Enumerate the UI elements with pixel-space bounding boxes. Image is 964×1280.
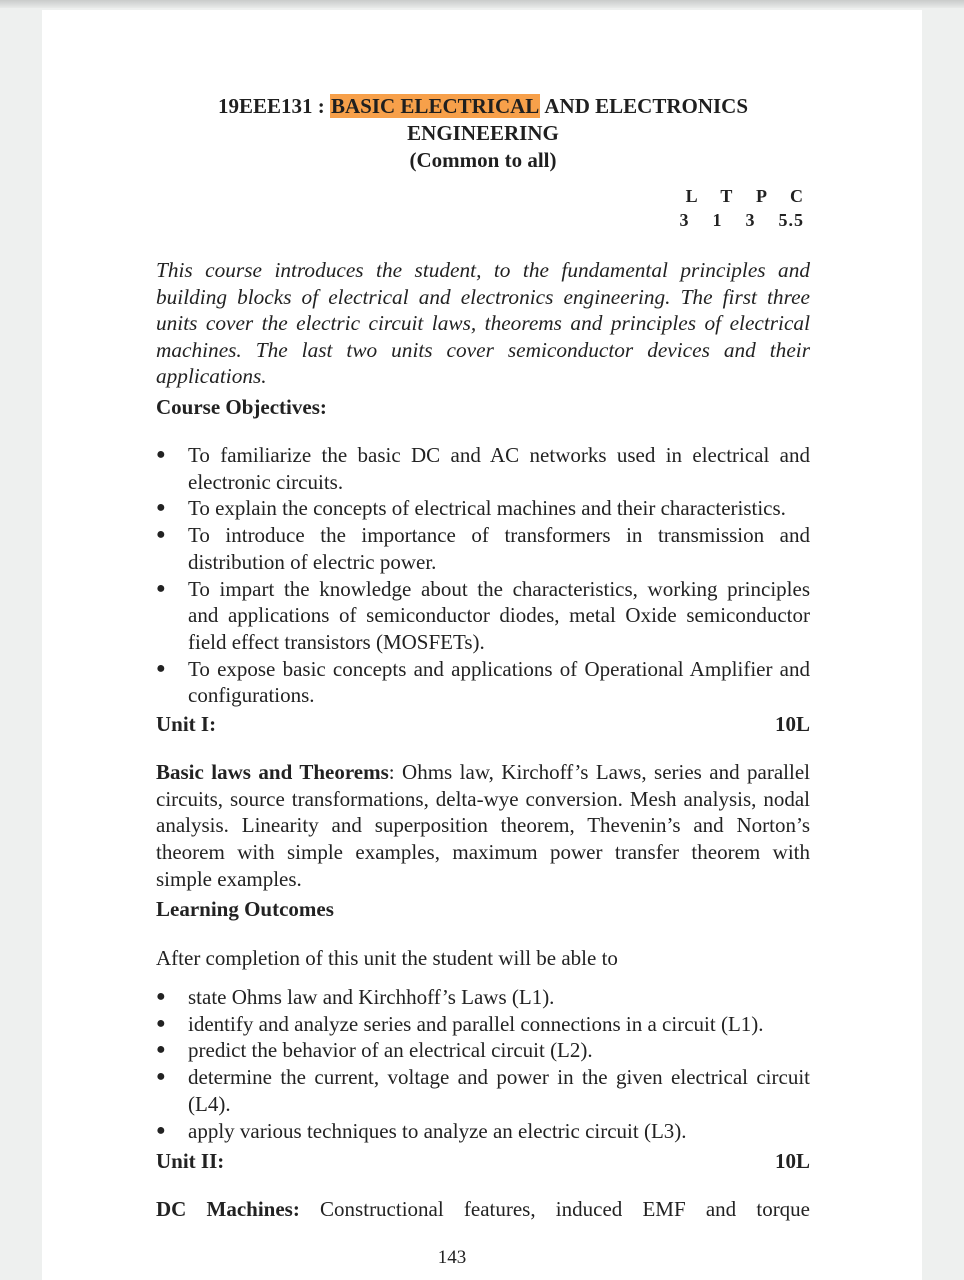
outcomes-heading: Learning Outcomes — [156, 897, 334, 921]
bullet-icon: ● — [156, 579, 166, 597]
bullet-icon: ● — [156, 499, 166, 517]
unit-1-hours: 10L — [774, 712, 810, 736]
unit-1-label: Unit I: — [156, 712, 217, 736]
unit-1-topic: Basic laws and Theorems — [156, 760, 389, 784]
course-subtitle: (Common to all) — [409, 148, 557, 172]
objectives-heading: Course Objectives: — [156, 395, 327, 419]
unit-2-body: Constructional features, induced EMF and torque — [299, 1197, 811, 1221]
list-item: ● To impart the knowledge about the characteristics, working principles and applications of semiconductor diodes, metal Oxide semiconductor field effect transistors (MOSFETs). — [156, 576, 810, 654]
unit-2-hours: 10L — [774, 1149, 810, 1173]
ltpc-header: L T P C — [685, 186, 804, 206]
unit-2-content — [156, 1196, 810, 1223]
bullet-icon: ● — [156, 1041, 166, 1059]
unit-1-content — [156, 759, 810, 893]
course-title — [156, 94, 810, 119]
unit-1-body: : Ohms law, Kirchoff’s Laws, series and parallel circuits, source transformations, delta-wye conversion. Mesh analysis, nodal analysis. Linearity and superposition theorem, Thevenin’s and Norton’s theorem with simple examples, maximum power transfer theorem with simple examples. — [156, 760, 811, 891]
course-title-line2: ENGINEERING — [407, 121, 559, 145]
page-number: 143 — [437, 1247, 467, 1268]
list-item: ● state Ohms law and Kirchhoff’s Laws (L1). — [156, 985, 555, 1009]
outcomes-lead: After completion of this unit the student will be able to — [156, 946, 618, 970]
list-item: ● identify and analyze series and parallel connections in a circuit (L1). — [156, 1011, 764, 1036]
unit-2-label: Unit II: — [156, 1149, 225, 1173]
bullet-icon: ● — [156, 1068, 166, 1086]
unit-2-header — [156, 1149, 810, 1174]
list-item: ● To familiarize the basic DC and AC networks used in electrical and electronic circuits. — [156, 443, 810, 494]
course-intro: This course introduces the student, to the fundamental principles and building blocks of electrical and electronics engineering. The first three units cover the electric circuit laws, theorems and principles of electrical machines. The last two units cover semiconductor devices and their applications. — [156, 258, 810, 389]
document-page — [42, 10, 922, 1280]
bullet-icon: ● — [156, 526, 166, 544]
bullet-icon: ● — [156, 1014, 166, 1032]
list-item: ● apply various techniques to analyze an electric circuit (L3). — [156, 1118, 687, 1143]
bullet-icon: ● — [156, 446, 166, 463]
unit-1-header — [156, 712, 810, 737]
outcomes-list — [156, 984, 810, 1144]
highlighted-text[interactable]: BASIC ELECTRICAL — [330, 94, 540, 118]
course-title-rest: AND ELECTRONICS — [540, 94, 749, 118]
list-item: ● To expose basic concepts and applications of Operational Amplifier and configurations. — [156, 656, 810, 708]
list-item: ● To explain the concepts of electrical machines and their characteristics. — [156, 496, 786, 521]
list-item: ● determine the current, voltage and power in the given electrical circuit (L4). — [156, 1065, 810, 1116]
list-item: ● predict the behavior of an electrical circuit (L2). — [156, 1038, 593, 1063]
list-item: ● To introduce the importance of transformers in transmission and distribution of electric power. — [156, 523, 810, 574]
bullet-icon: ● — [156, 988, 166, 1005]
course-code: 19EEE131 : — [217, 94, 330, 118]
viewer-top-bar — [0, 0, 964, 8]
bullet-icon: ● — [156, 659, 166, 677]
unit-2-topic: DC Machines: — [156, 1197, 300, 1221]
objectives-list — [156, 442, 810, 709]
bullet-icon: ● — [156, 1121, 166, 1139]
ltpc-values: 3 1 3 5.5 — [679, 210, 804, 230]
